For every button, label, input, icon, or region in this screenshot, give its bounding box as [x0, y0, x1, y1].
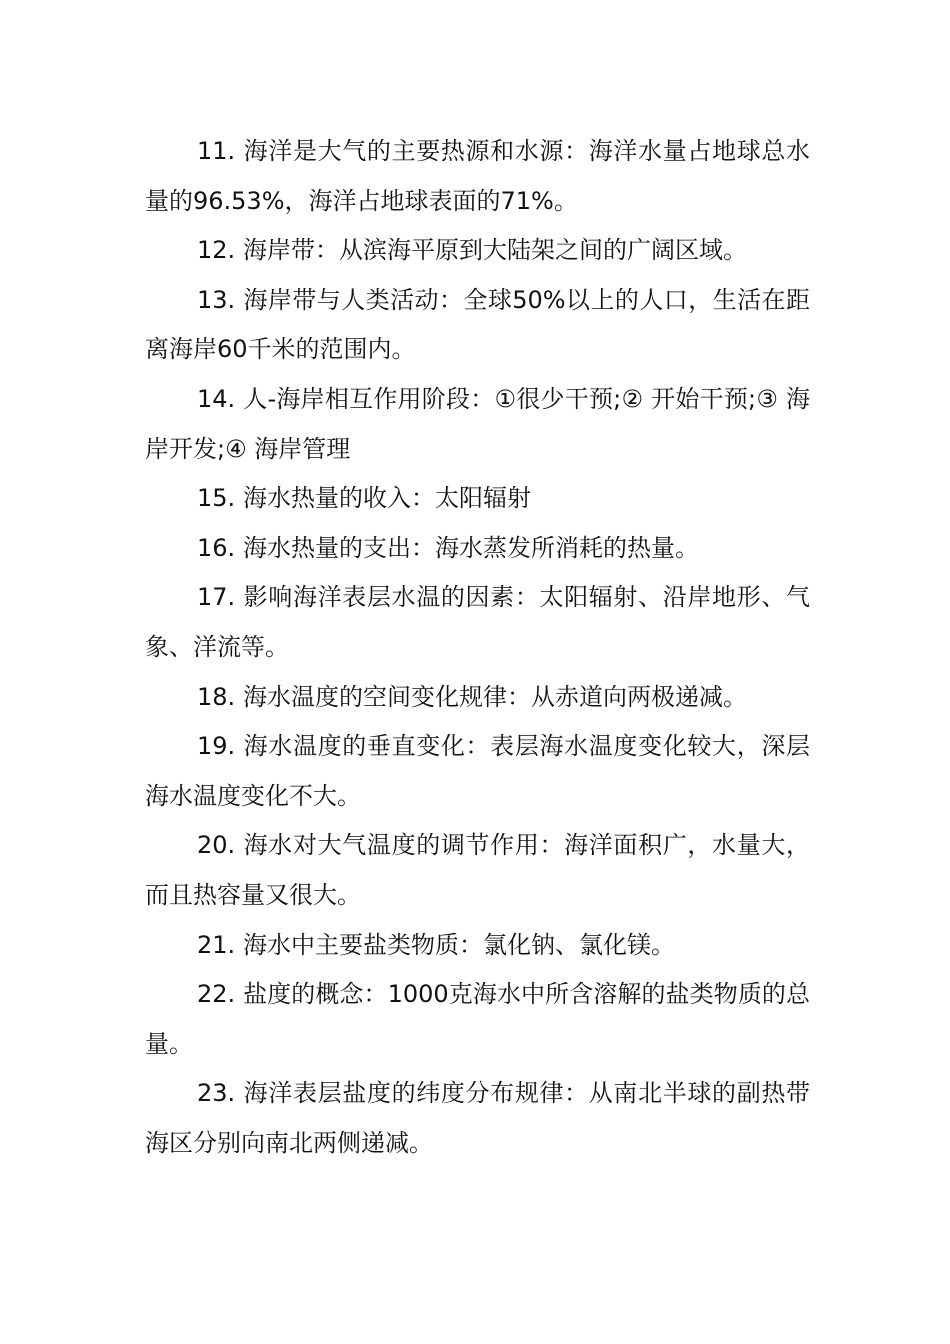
- item-text: 海洋是大气的主要热源和水源：海洋水量占地球总水量的96.53%，海洋占地球表面的71%。: [145, 137, 810, 215]
- item-text: 海水对大气温度的调节作用：海洋面积广，水量大，而且热容量又很大。: [145, 831, 810, 909]
- item-number: 16.: [197, 533, 236, 562]
- list-item: [145, 970, 810, 1069]
- item-number: 19.: [197, 732, 236, 761]
- item-number: 13.: [197, 285, 236, 314]
- item-text: 海岸带：从滨海平原到大陆架之间的广阔区域。: [243, 236, 747, 265]
- list-item: [145, 375, 810, 474]
- list-item: [145, 921, 810, 971]
- list-item: [145, 524, 810, 574]
- list-item: [145, 722, 810, 821]
- item-number: 21.: [197, 930, 236, 959]
- list-item: [145, 276, 810, 375]
- item-number: 18.: [197, 682, 236, 711]
- item-text: 海水温度的垂直变化：表层海水温度变化较大，深层海水温度变化不大。: [145, 732, 810, 810]
- item-number: 17.: [197, 583, 236, 612]
- item-text: 海水热量的收入：太阳辐射: [243, 484, 531, 513]
- list-item: [145, 673, 810, 723]
- item-number: 22.: [197, 980, 236, 1009]
- list-item: [145, 821, 810, 920]
- item-number: 23.: [197, 1079, 236, 1108]
- item-number: 14.: [197, 384, 236, 413]
- list-item: [145, 127, 810, 226]
- item-number: 11.: [197, 137, 236, 165]
- item-text: 海水中主要盐类物质：氯化钠、氯化镁。: [243, 930, 675, 959]
- item-number: 20.: [197, 831, 236, 860]
- document-body: [145, 127, 810, 1168]
- item-number: 15.: [197, 484, 236, 513]
- list-item: [145, 573, 810, 672]
- item-text: 影响海洋表层水温的因素：太阳辐射、沿岸地形、气象、洋流等。: [145, 583, 810, 661]
- item-text: 人-海岸相互作用阶段：①很少干预;② 开始干预;③ 海岸开发;④ 海岸管理: [145, 384, 810, 463]
- item-text: 海洋表层盐度的纬度分布规律：从南北半球的副热带海区分别向南北两侧递减。: [145, 1079, 810, 1157]
- item-number: 12.: [197, 236, 236, 265]
- list-item: [145, 1069, 810, 1168]
- item-text: 海水温度的空间变化规律：从赤道向两极递减。: [243, 682, 747, 711]
- list-item: [145, 226, 810, 276]
- item-text: 海水热量的支出：海水蒸发所消耗的热量。: [243, 533, 699, 562]
- list-item: [145, 474, 810, 524]
- item-text: 海岸带与人类活动：全球50%以上的人口，生活在距离海岸60千米的范围内。: [145, 285, 810, 364]
- item-text: 盐度的概念：1000克海水中所含溶解的盐类物质的总量。: [145, 980, 810, 1058]
